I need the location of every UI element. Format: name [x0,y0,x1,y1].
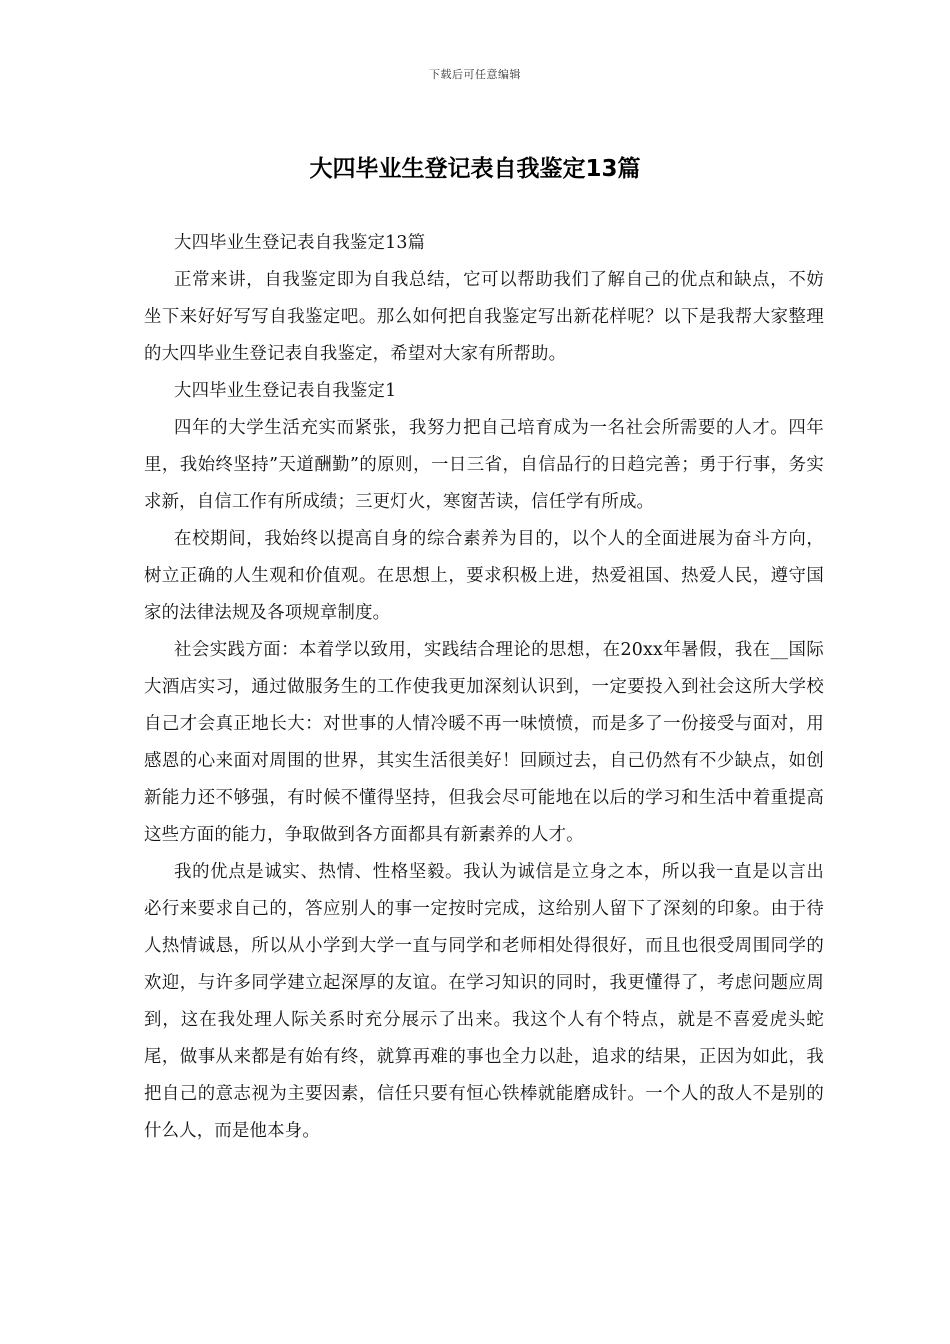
paragraph-subtitle: 大四毕业生登记表自我鉴定13篇 [174,233,426,253]
header-note: 下载后可任意编辑 [429,68,521,81]
section-heading: 大四毕业生登记表自我鉴定1 [174,381,397,401]
paragraph-intro: 正常来讲，自我鉴定即为自我总结，它可以帮助我们了解自己的优点和缺点，不妨坐下来好好写写自我鉴定吧。那么如何把自我鉴定写出新花样呢？以下是我帮大家整理的大四毕业生登记表自我鉴定，希望对大家有所帮助。 [144,270,824,364]
paragraph: 四年的大学生活充实而紧张，我努力把自己培育成为一名社会所需要的人才。四年里，我始终坚持”天道酬勤”的原则，一日三省，自信品行的日趋完善；勇于行事，务实求新，自信工作有所成绩；三更灯火，寒窗苦读，信任学有所成。 [144,418,824,512]
document-title: 大四毕业生登记表自我鉴定13篇 [309,156,641,182]
paragraph: 社会实践方面：本着学以致用，实践结合理论的思想，在20xx年暑假，我在__国际大酒店实习，通过做服务生的工作使我更加深刻认识到，一定要投入到社会这所大学校自己才会真正地长大：对世事的人情冷暖不再一味愤愤，而是多了一份接受与面对，用感恩的心来面对周围的世界，其实生活很美好！回顾过去，自己仍然有不少缺点，如创新能力还不够强，有时候不懂得坚持，但我会尽可能地在以后的学习和生活中着重提高这些方面的能力，争取做到各方面都具有新素养的人才。 [144,640,824,845]
document-body [144,225,824,1150]
paragraph: 在校期间，我始终以提高自身的综合素养为目的，以个人的全面进展为奋斗方向，树立正确的人生观和价值观。在思想上，要求积极上进，热爱祖国、热爱人民，遵守国家的法律法规及各项规章制度。 [144,529,824,623]
paragraph: 我的优点是诚实、热情、性格坚毅。我认为诚信是立身之本，所以我一直是以言出必行来要求自己的，答应别人的事一定按时完成，这给别人留下了深刻的印象。由于待人热情诚恳，所以从小学到大学一直与同学和老师相处得很好，而且也很受周围同学的欢迎，与许多同学建立起深厚的友谊。在学习知识的同时，我更懂得了，考虑问题应周到，这在我处理人际关系时充分展示了出来。我这个人有个特点，就是不喜爱虎头蛇尾，做事从来都是有始有终，就算再难的事也全力以赴，追求的结果，正因为如此，我把自己的意志视为主要因素，信任只要有恒心铁棒就能磨成针。一个人的敌人不是别的什么人，而是他本身。 [144,862,824,1141]
